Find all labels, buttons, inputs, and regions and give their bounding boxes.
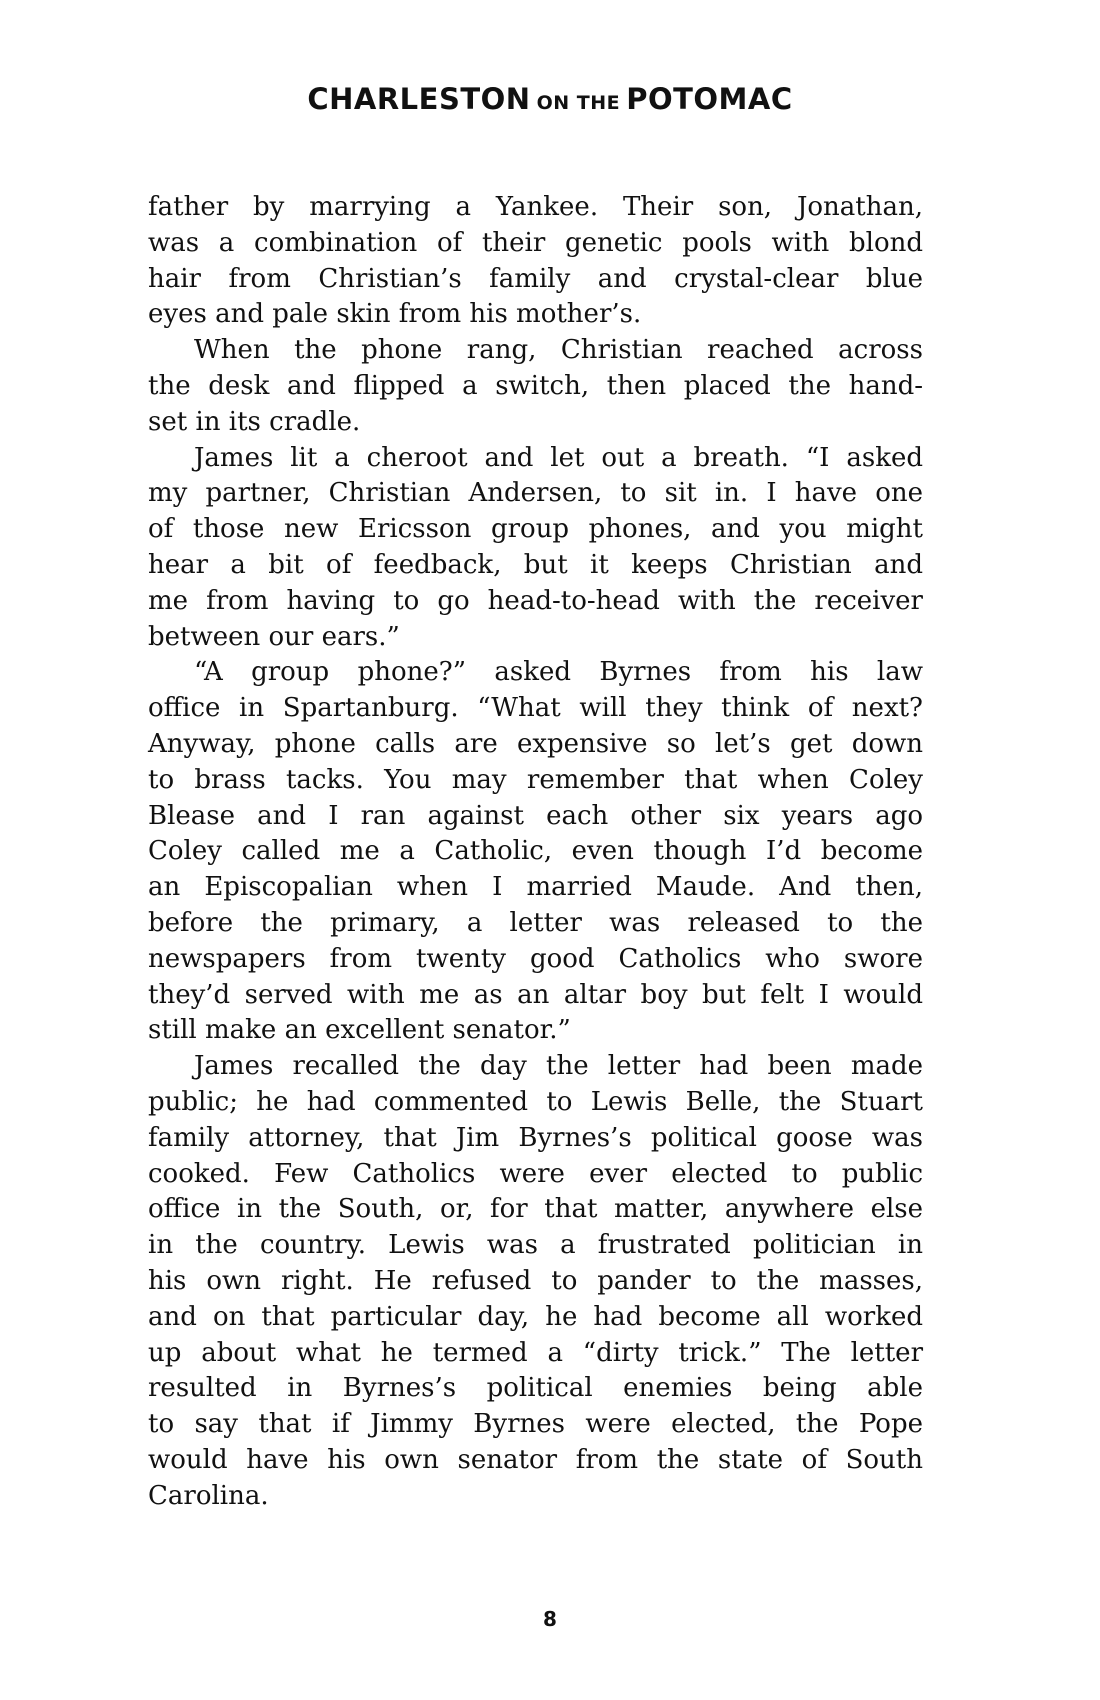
text-line: in the country. Lewis was a frustrated politician in <box>148 1230 923 1261</box>
text-line: the desk and flipped a switch, then placed the hand- <box>148 370 923 401</box>
paragraph <box>148 655 923 1049</box>
text-line: Coley called me a Catholic, even though I’d become <box>148 836 923 867</box>
text-line: an Episcopalian when I married Maude. And then, <box>148 872 923 903</box>
text-line: public; he had commented to Lewis Belle, the Stuart <box>148 1086 923 1117</box>
running-head-title-part2: ON THE <box>536 92 621 114</box>
text-line: they’d served with me as an altar boy but felt I would <box>148 979 923 1010</box>
text-line: father by marrying a Yankee. Their son, Jonathan, <box>148 192 923 222</box>
text-line: eyes and pale skin from his mother’s. <box>148 299 642 330</box>
text-line: was a combination of their genetic pools with blond <box>148 227 923 258</box>
text-line: his own right. He refused to pander to the masses, <box>148 1265 923 1296</box>
text-line: to brass tacks. You may remember that when Coley <box>148 764 923 795</box>
paragraph <box>148 441 923 656</box>
text-line: set in its cradle. <box>148 406 361 437</box>
text-line: “A group phone?” asked Byrnes from his law <box>194 657 923 688</box>
text-line: office in Spartanburg. “What will they think of next? <box>148 693 923 724</box>
paragraph <box>148 333 923 440</box>
running-head-title-part3: POTOMAC <box>626 82 793 116</box>
page-number: 8 <box>543 1607 557 1631</box>
paragraph <box>148 1049 923 1514</box>
text-line: Anyway, phone calls are expensive so let’s get down <box>148 728 923 759</box>
text-line: me from having to go head-to-head with the receiver <box>148 585 923 616</box>
text-line: office in the South, or, for that matter, anywhere else <box>148 1194 923 1225</box>
body-text <box>148 190 923 1514</box>
text-line: between our ears.” <box>148 621 400 652</box>
text-line: and on that particular day, he had become all worked <box>148 1301 923 1332</box>
text-line: of those new Ericsson group phones, and you might <box>148 514 923 545</box>
paragraph <box>148 190 923 333</box>
text-line: newspapers from twenty good Catholics who swore <box>148 943 923 974</box>
running-head <box>0 82 1100 116</box>
text-line: James recalled the day the letter had been made <box>194 1051 923 1082</box>
text-line: family attorney, that Jim Byrnes’s political goose was <box>148 1122 923 1153</box>
text-line: to say that if Jimmy Byrnes were elected, the Pope <box>148 1409 923 1440</box>
text-line: When the phone rang, Christian reached across <box>194 335 923 366</box>
text-line: resulted in Byrnes’s political enemies being able <box>148 1373 923 1404</box>
text-line: before the primary, a letter was released to the <box>148 907 923 938</box>
text-line: up about what he termed a “dirty trick.” The letter <box>148 1337 923 1368</box>
text-line: would have his own senator from the state of South <box>148 1444 923 1475</box>
text-line: cooked. Few Catholics were ever elected to public <box>148 1158 923 1189</box>
text-line: Blease and I ran against each other six years ago <box>148 800 923 831</box>
text-line: hair from Christian’s family and crystal-clear blue <box>148 263 923 294</box>
running-head-title-part1: CHARLESTON <box>307 82 531 116</box>
text-line: Carolina. <box>148 1480 269 1511</box>
text-line: still make an excellent senator.” <box>148 1015 571 1046</box>
text-line: hear a bit of feedback, but it keeps Christian and <box>148 549 923 580</box>
text-line: James lit a cheroot and let out a breath. “I asked <box>194 442 923 473</box>
text-line: my partner, Christian Andersen, to sit in. I have one <box>148 478 923 509</box>
